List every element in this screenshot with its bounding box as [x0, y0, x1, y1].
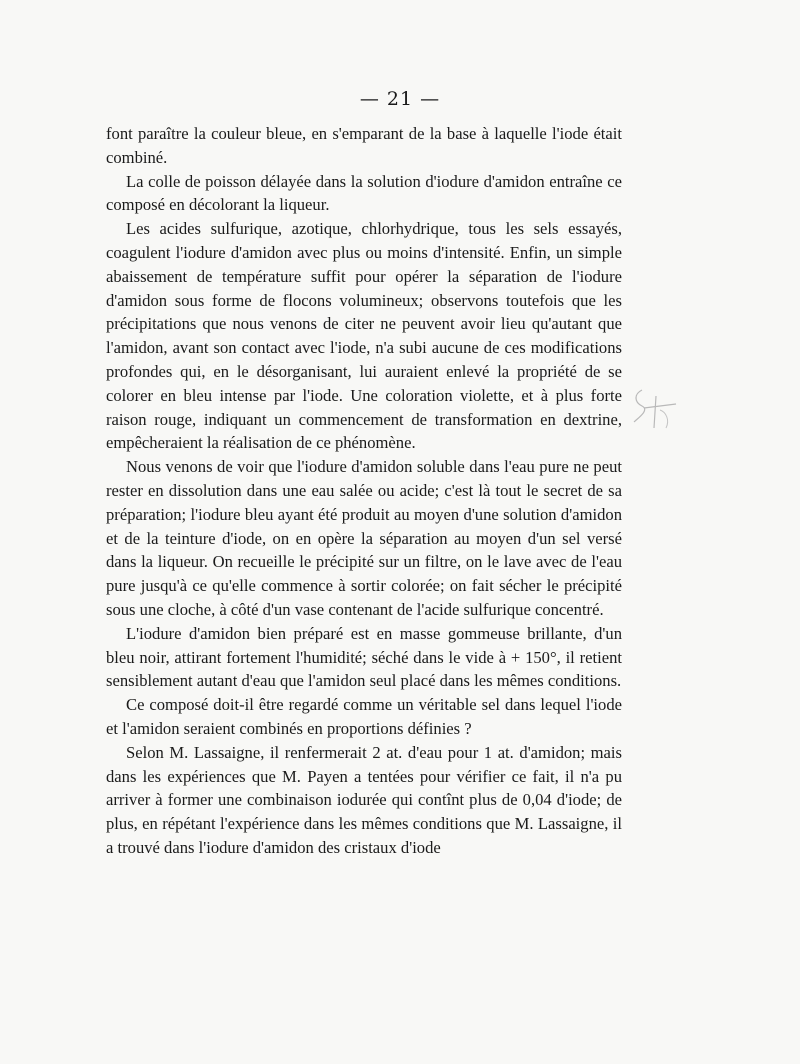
- paragraph-5: L'iodure d'amidon bien préparé est en masse gommeuse brillante, d'un bleu noir, attirant fortement l'humidité; séché dans le vide à + 150°, il retient sensiblement autant d'eau que l'amidon seul placé dans les mêmes conditions.: [106, 623, 622, 691]
- paragraph-7: Selon M. Lassaigne, il renfermerait 2 at. d'eau pour 1 at. d'amidon; mais dans les expériences que M. Payen a tentées pour vérifier ce fait, il n'a pu arriver à former une combinaison iodurée qui contînt plus de 0,04 d'iode; de plus, en répétant l'expérience dans les mêmes conditions que M. Lassaigne, il a trouvé dans l'iodure d'amidon des cristaux d'iode: [106, 742, 622, 857]
- body-text: [106, 122, 622, 860]
- paragraph-4: Nous venons de voir que l'iodure d'amidon soluble dans l'eau pure ne peut rester en dissolution dans une eau salée ou acide; c'est là tout le secret de sa préparation; l'iodure bleu ayant été produit au moyen d'une solution d'amidon et de la teinture d'iode, on en opère la séparation au moyen d'un sel versé dans la liqueur. On recueille le précipité sur un filtre, on le lave avec de l'eau pure jusqu'à ce qu'elle commence à sortir colorée; on fait sécher le précipité sous une cloche, à côté d'un vase contenant de l'acide sulfurique concentré.: [106, 457, 622, 619]
- paragraph-2: La colle de poisson délayée dans la solution d'iodure d'amidon entraîne ce composé en décolorant la liqueur.: [106, 171, 622, 215]
- page-number: — 21 —: [359, 88, 441, 110]
- paragraph-1: font paraître la couleur bleue, en s'emparant de la base à laquelle l'iode était combiné.: [106, 124, 622, 167]
- paragraph-3: Les acides sulfurique, azotique, chlorhydrique, tous les sels essayés, coagulent l'iodure d'amidon avec plus ou moins d'intensité. Enfin, un simple abaissement de température suffit pour opérer la séparation de l'iodure d'amidon sous forme de flocons volumineux; observons toutefois que les précipitations que nous venons de citer ne peuvent avoir lieu qu'autant que l'amidon, avant son contact avec l'iode, n'a subi aucune de ces modifications profondes qui, en le désorganisant, lui auraient enlevé la propriété de se colorer en bleu intense par l'iode. Une coloration violette, et à plus forte raison rouge, indiquant un commencement de transformation en dextrine, empêcheraient la réalisation de ce phénomène.: [106, 219, 622, 453]
- paragraph-6: Ce composé doit-il être regardé comme un véritable sel dans lequel l'iode et l'amidon seraient combinés en proportions définies ?: [106, 695, 622, 738]
- handwritten-margin-mark: [630, 382, 680, 442]
